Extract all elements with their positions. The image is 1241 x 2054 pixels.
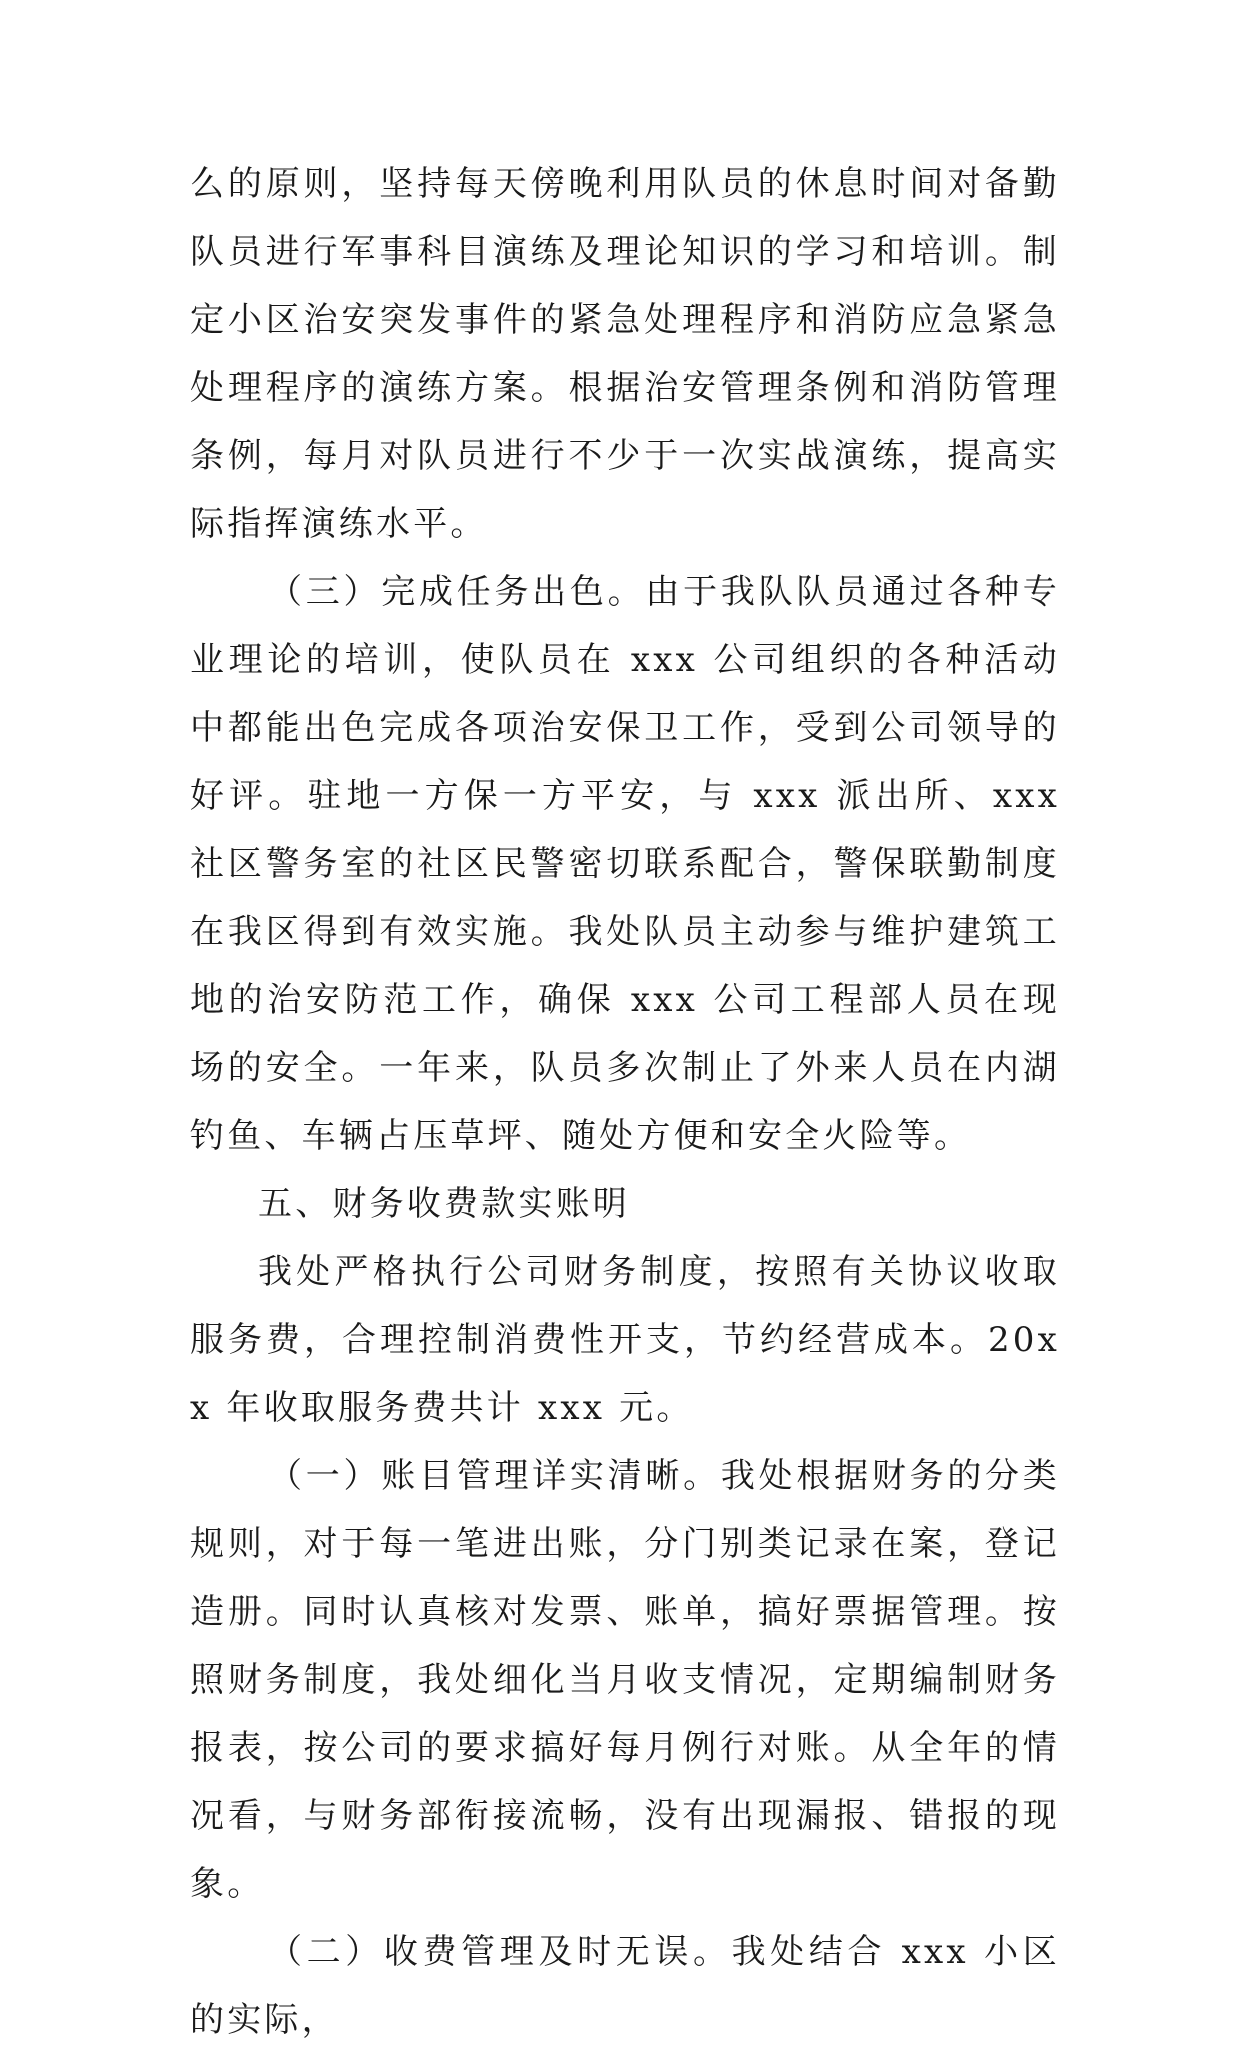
section-heading-finance: 五、财务收费款实账明 <box>258 1184 630 1224</box>
paragraph-task-completion: （三）完成任务出色。由于我队队员通过各种专业理论的培训，使队员在 xxx 公司组织的各种活动中都能出色完成各项治安保卫工作，受到公司领导的好评。驻地一方保一方平安，与 xxx 派出所、xxx 社区警务室的社区民警密切联系配合，警保联勤制度在我区得到有效实施。我处队员主动参与维护建筑工地的治安防范工作，确保 xxx 公司工程部人员在现场的安全。一年来，队员多次制止了外来人员在内湖钓鱼、车辆占压草坪、随处方便和安全火险等。 <box>190 572 1060 1156</box>
paragraph-accounts: （一）账目管理详实清晰。我处根据财务的分类规则，对于每一笔进出账，分门别类记录在案，登记造册。同时认真核对发票、账单，搞好票据管理。按照财务制度，我处细化当月收支情况，定期编制财务报表，按公司的要求搞好每月例行对账。从全年的情况看，与财务部衔接流畅，没有出现漏报、错报的现象。 <box>190 1456 1060 1904</box>
paragraph-fee-management: （二）收费管理及时无误。我处结合 xxx 小区的实际， <box>190 1932 1060 2040</box>
paragraph-finance-intro: 我处严格执行公司财务制度，按照有关协议收取服务费，合理控制消费性开支，节约经营成本。20xx 年收取服务费共计 xxx 元。 <box>190 1252 1060 1428</box>
paragraph-training: 么的原则，坚持每天傍晚利用队员的休息时间对备勤队员进行军事科目演练及理论知识的学习和培训。制定小区治安突发事件的紧急处理程序和消防应急紧急处理程序的演练方案。根据治安管理条例和消防管理条例，每月对队员进行不少于一次实战演练，提高实际指挥演练水平。 <box>190 164 1060 544</box>
body-text <box>190 150 1060 2054</box>
